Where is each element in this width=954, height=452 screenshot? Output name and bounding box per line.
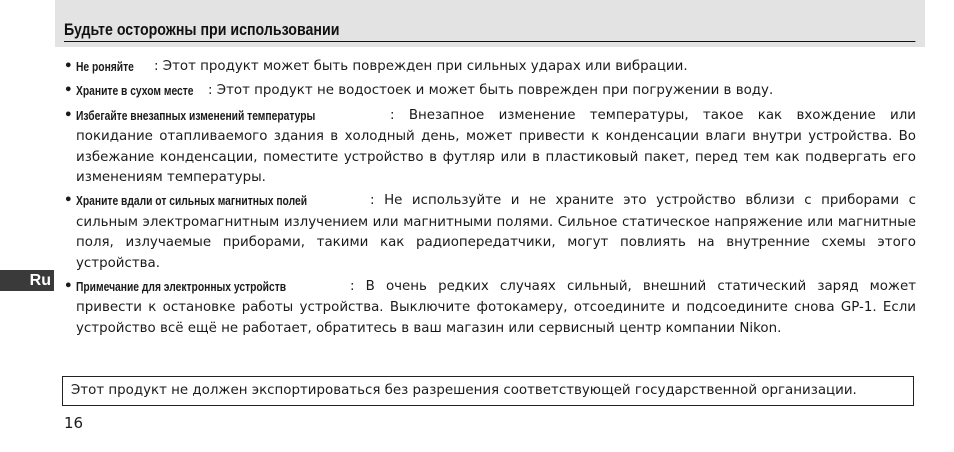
warning-term: Не роняйте bbox=[76, 59, 134, 74]
warning-text: : Не используйте и не храните это устройство вблизи с приборами с сильным электромагнитным излучением или магнитными полями. Сильное статическое напряжение или магнитные поля, излучаемые приборами, такими как радиопередатчики, могут повлиять на внутренние схемы этого устройства. bbox=[76, 193, 916, 271]
warning-term: Избегайте внезапных изменений температуры bbox=[76, 107, 316, 123]
bullet-icon: • bbox=[64, 279, 73, 295]
warning-item-drop bbox=[64, 57, 916, 78]
language-tab: Ru bbox=[0, 270, 54, 291]
bullet-icon: • bbox=[64, 107, 73, 123]
warning-item-electronics bbox=[64, 277, 916, 339]
warning-text: : В очень редких случаях сильный, внешний статический заряд может привести к остановке работы устройства. Выключите фотокамеру, отсоедините и подсоедините снова GP-1. Если устройство всё ещё не работает, обратитесь в ваш магазин или сервисный центр компании Nikon. bbox=[76, 279, 916, 336]
warning-text: : Внезапное изменение температуры, такое как вхождение или покидание отапливаемого здания в холодный день, может привести к конденсации влаги внутри устройства. Во избежание конденсации, поместите устройство в футляр или в пластиковый пакет, перед тем как подвергать его изменениям температуры. bbox=[76, 107, 916, 186]
warning-term: Примечание для электронных устройств bbox=[76, 279, 287, 295]
section-title: Будьте осторожны при использовании bbox=[64, 20, 915, 42]
warnings-list bbox=[64, 57, 916, 342]
warning-item-magnetic bbox=[64, 191, 916, 274]
page-number: 16 bbox=[64, 414, 84, 432]
bullet-icon: • bbox=[64, 193, 73, 209]
warning-text: : Этот продукт может быть поврежден при сильных ударах или вибрации. bbox=[154, 59, 688, 74]
warning-term: Храните в сухом месте bbox=[76, 83, 194, 99]
warning-term: Храните вдали от сильных магнитных полей bbox=[76, 193, 308, 209]
export-notice: Этот продукт не должен экспортироваться без разрешения соответствующей государственной организации. bbox=[62, 376, 914, 406]
warning-item-dry bbox=[64, 81, 916, 102]
bullet-icon: • bbox=[64, 83, 73, 99]
warning-text: : Этот продукт не водостоек и может быть поврежден при погружении в воду. bbox=[208, 83, 774, 99]
warning-item-temperature bbox=[64, 106, 916, 189]
bullet-icon: • bbox=[64, 59, 73, 74]
